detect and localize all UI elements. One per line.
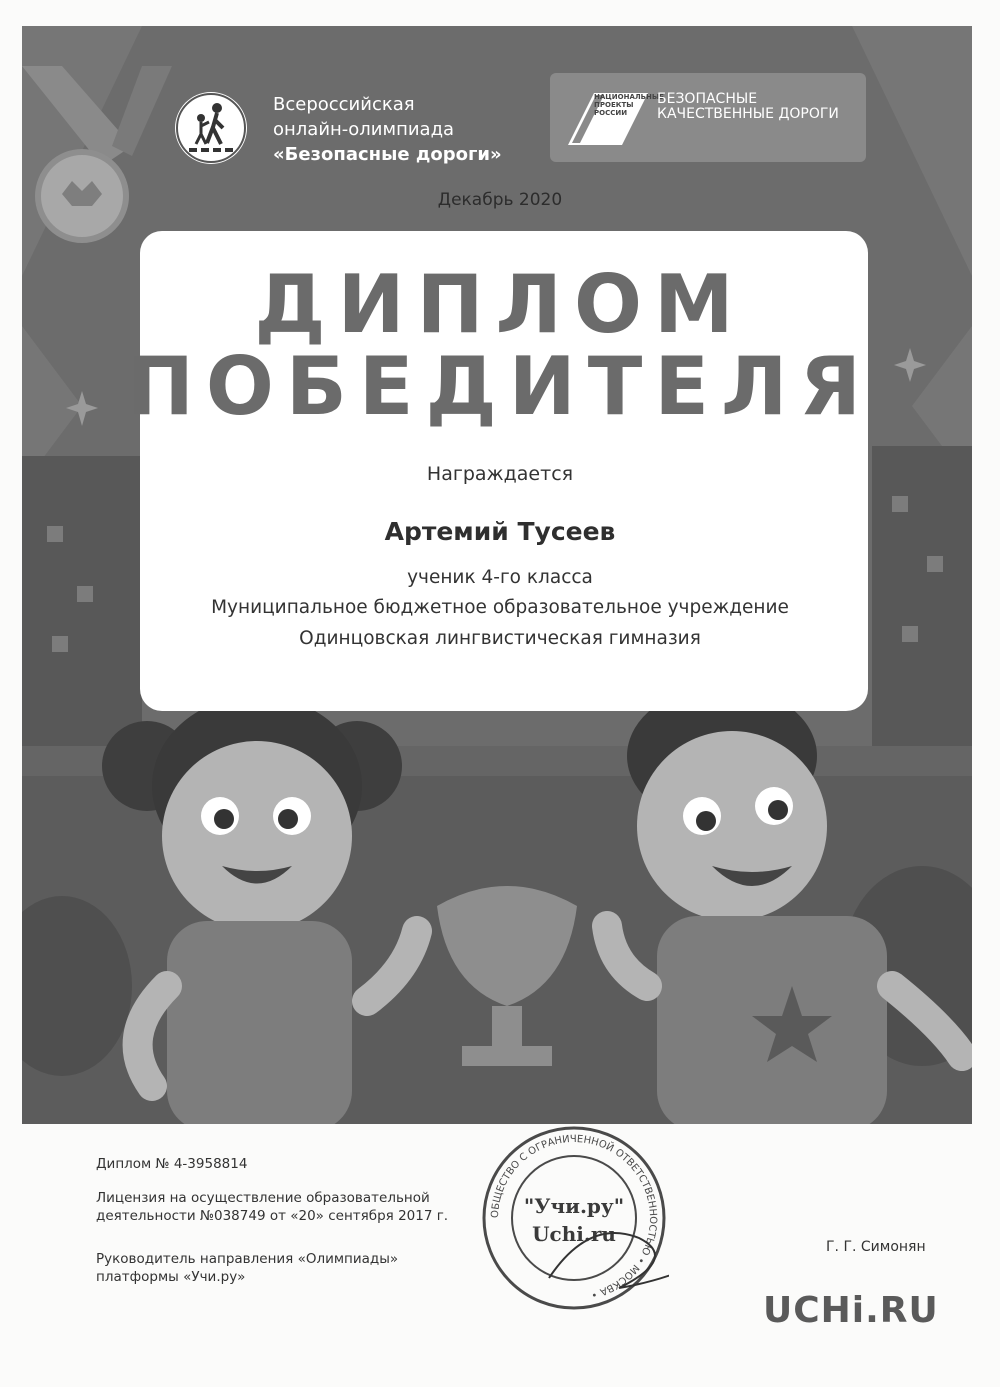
institution-line-1: Муниципальное бюджетное образовательное учреждение	[211, 597, 789, 618]
license-text: Лицензия на осуществление образовательной деятельности №038749 от «20» сентября 2017 г.	[96, 1190, 449, 1224]
uchi-brand-logo: UCHi.RU	[763, 1290, 939, 1331]
stamp-center-line-2: Uchi.ru	[532, 1222, 616, 1246]
stamp-ring-text: ОБЩЕСТВО С ОГРАНИЧЕННОЙ ОТВЕТСТВЕННОСТЬЮ • МОСКВА •	[489, 1133, 659, 1300]
olympiad-header	[175, 92, 515, 172]
recipient-grade: ученик 4-го класса	[407, 567, 593, 588]
national-project-line-2: КАЧЕСТВЕННЫЕ ДОРОГИ	[657, 106, 839, 122]
national-project-title	[657, 92, 839, 122]
head-of-olympiads: Руководитель направления «Олимпиады» платформы «Учи.ру»	[96, 1251, 399, 1285]
awarded-label: Награждается	[426, 463, 574, 485]
diploma-date: Декабрь 2020	[437, 190, 563, 210]
olympiad-line-3: «Безопасные дороги»	[273, 144, 502, 165]
company-stamp	[479, 1123, 669, 1313]
olympiad-line-1: Всероссийская	[273, 94, 415, 115]
stamp-center-line-1: "Учи.ру"	[523, 1194, 625, 1218]
national-project-logo	[550, 73, 866, 162]
diploma-number: Диплом № 4-3958814	[96, 1156, 248, 1172]
institution-line-2: Одинцовская лингвистическая гимназия	[299, 628, 701, 649]
olympiad-line-2: онлайн-олимпиада	[273, 119, 455, 140]
olympiad-name	[273, 92, 502, 167]
national-projects-small-text: НАЦИОНАЛЬНЫЕ ПРОЕКТЫ РОССИИ	[594, 93, 664, 117]
diploma-title-line-2: ПОБЕДИТЕЛЯ	[126, 340, 874, 433]
pedestrians-icon	[175, 92, 247, 164]
diploma-title-line-1: ДИПЛОМ	[254, 258, 746, 351]
recipient-name: Артемий Тусеев	[384, 517, 616, 546]
national-project-line-1: БЕЗОПАСНЫЕ	[657, 91, 758, 107]
olympiad-logo	[175, 92, 247, 164]
signer-name: Г. Г. Симонян	[826, 1239, 926, 1255]
